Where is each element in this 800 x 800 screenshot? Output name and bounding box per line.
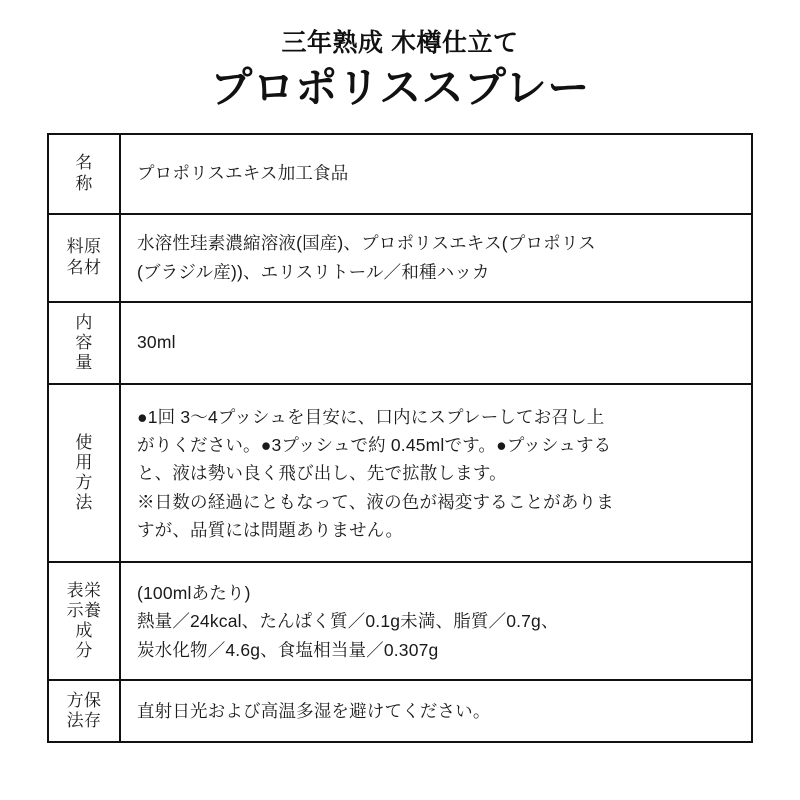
row-label-usage (48, 384, 120, 562)
row-value-volume (120, 302, 752, 384)
table-row (48, 134, 752, 214)
label-char: 称 (75, 173, 93, 193)
value-line: (100mlあたり) (137, 583, 251, 604)
value-line: 炭水化物／4.6g、食塩相当量／0.307g (137, 639, 439, 660)
row-value-ingredients (120, 214, 752, 302)
value-line: プロポリスエキス加工食品 (137, 163, 349, 184)
row-label-ingredients (48, 214, 120, 302)
table-row (48, 214, 752, 302)
label-char: 容 (75, 332, 93, 352)
row-label-nutrition (48, 562, 120, 680)
value-line: ●1回 3〜4プッシュを目安に、口内にスプレーしてお召し上 (137, 406, 605, 427)
label-char: 用 (75, 452, 93, 472)
value-line: (ブラジル産))、エリスリトール／和種ハッカ (137, 261, 490, 282)
specification-table (47, 133, 753, 743)
product-title: プロポリススプレー (210, 64, 590, 111)
label-char: 量 (75, 352, 93, 372)
label-char: 示養 (66, 600, 102, 620)
value-line: 直射日光および高温多湿を避けてください。 (137, 700, 491, 721)
table-row (48, 680, 752, 742)
row-value-storage (120, 680, 752, 742)
label-char: 分 (75, 640, 93, 660)
value-line: ※日数の経過にともなって、液の色が褐変することがありま (137, 491, 614, 512)
row-label-volume (48, 302, 120, 384)
value-line: と、液は勢い良く飛び出し、先で拡散します。 (137, 463, 507, 484)
value-line: 熱量／24kcal、たんぱく質／0.1g未満、脂質／0.7g、 (137, 611, 559, 632)
table-row (48, 384, 752, 562)
label-char: 名材 (66, 257, 102, 277)
label-char: 表栄 (66, 580, 102, 600)
label-char: 内 (75, 312, 93, 332)
product-subtitle: 三年熟成 木樽仕立て (281, 29, 519, 57)
row-value-name (120, 134, 752, 214)
table-row (48, 562, 752, 680)
label-char: 法存 (66, 710, 102, 730)
label-char: 方 (75, 472, 93, 492)
page-header (0, 0, 800, 115)
specification-table-container (47, 133, 753, 743)
table-row (48, 302, 752, 384)
value-line: 30ml (137, 332, 176, 353)
value-line: 水溶性珪素濃縮溶液(国産)、プロポリスエキス(プロポリス (137, 233, 596, 254)
label-char: 名 (75, 153, 93, 173)
value-line: すが、品質には問題ありません。 (137, 520, 404, 541)
row-label-storage (48, 680, 120, 742)
value-line: がりください。●3プッシュで約 0.45mlです。●プッシュする (137, 435, 612, 456)
label-char: 方保 (66, 690, 102, 710)
label-char: 料原 (66, 237, 102, 257)
label-char: 使 (75, 432, 93, 452)
row-value-usage (120, 384, 752, 562)
label-char: 成 (75, 620, 93, 640)
label-char: 法 (75, 492, 93, 512)
row-value-nutrition (120, 562, 752, 680)
row-label-name (48, 134, 120, 214)
